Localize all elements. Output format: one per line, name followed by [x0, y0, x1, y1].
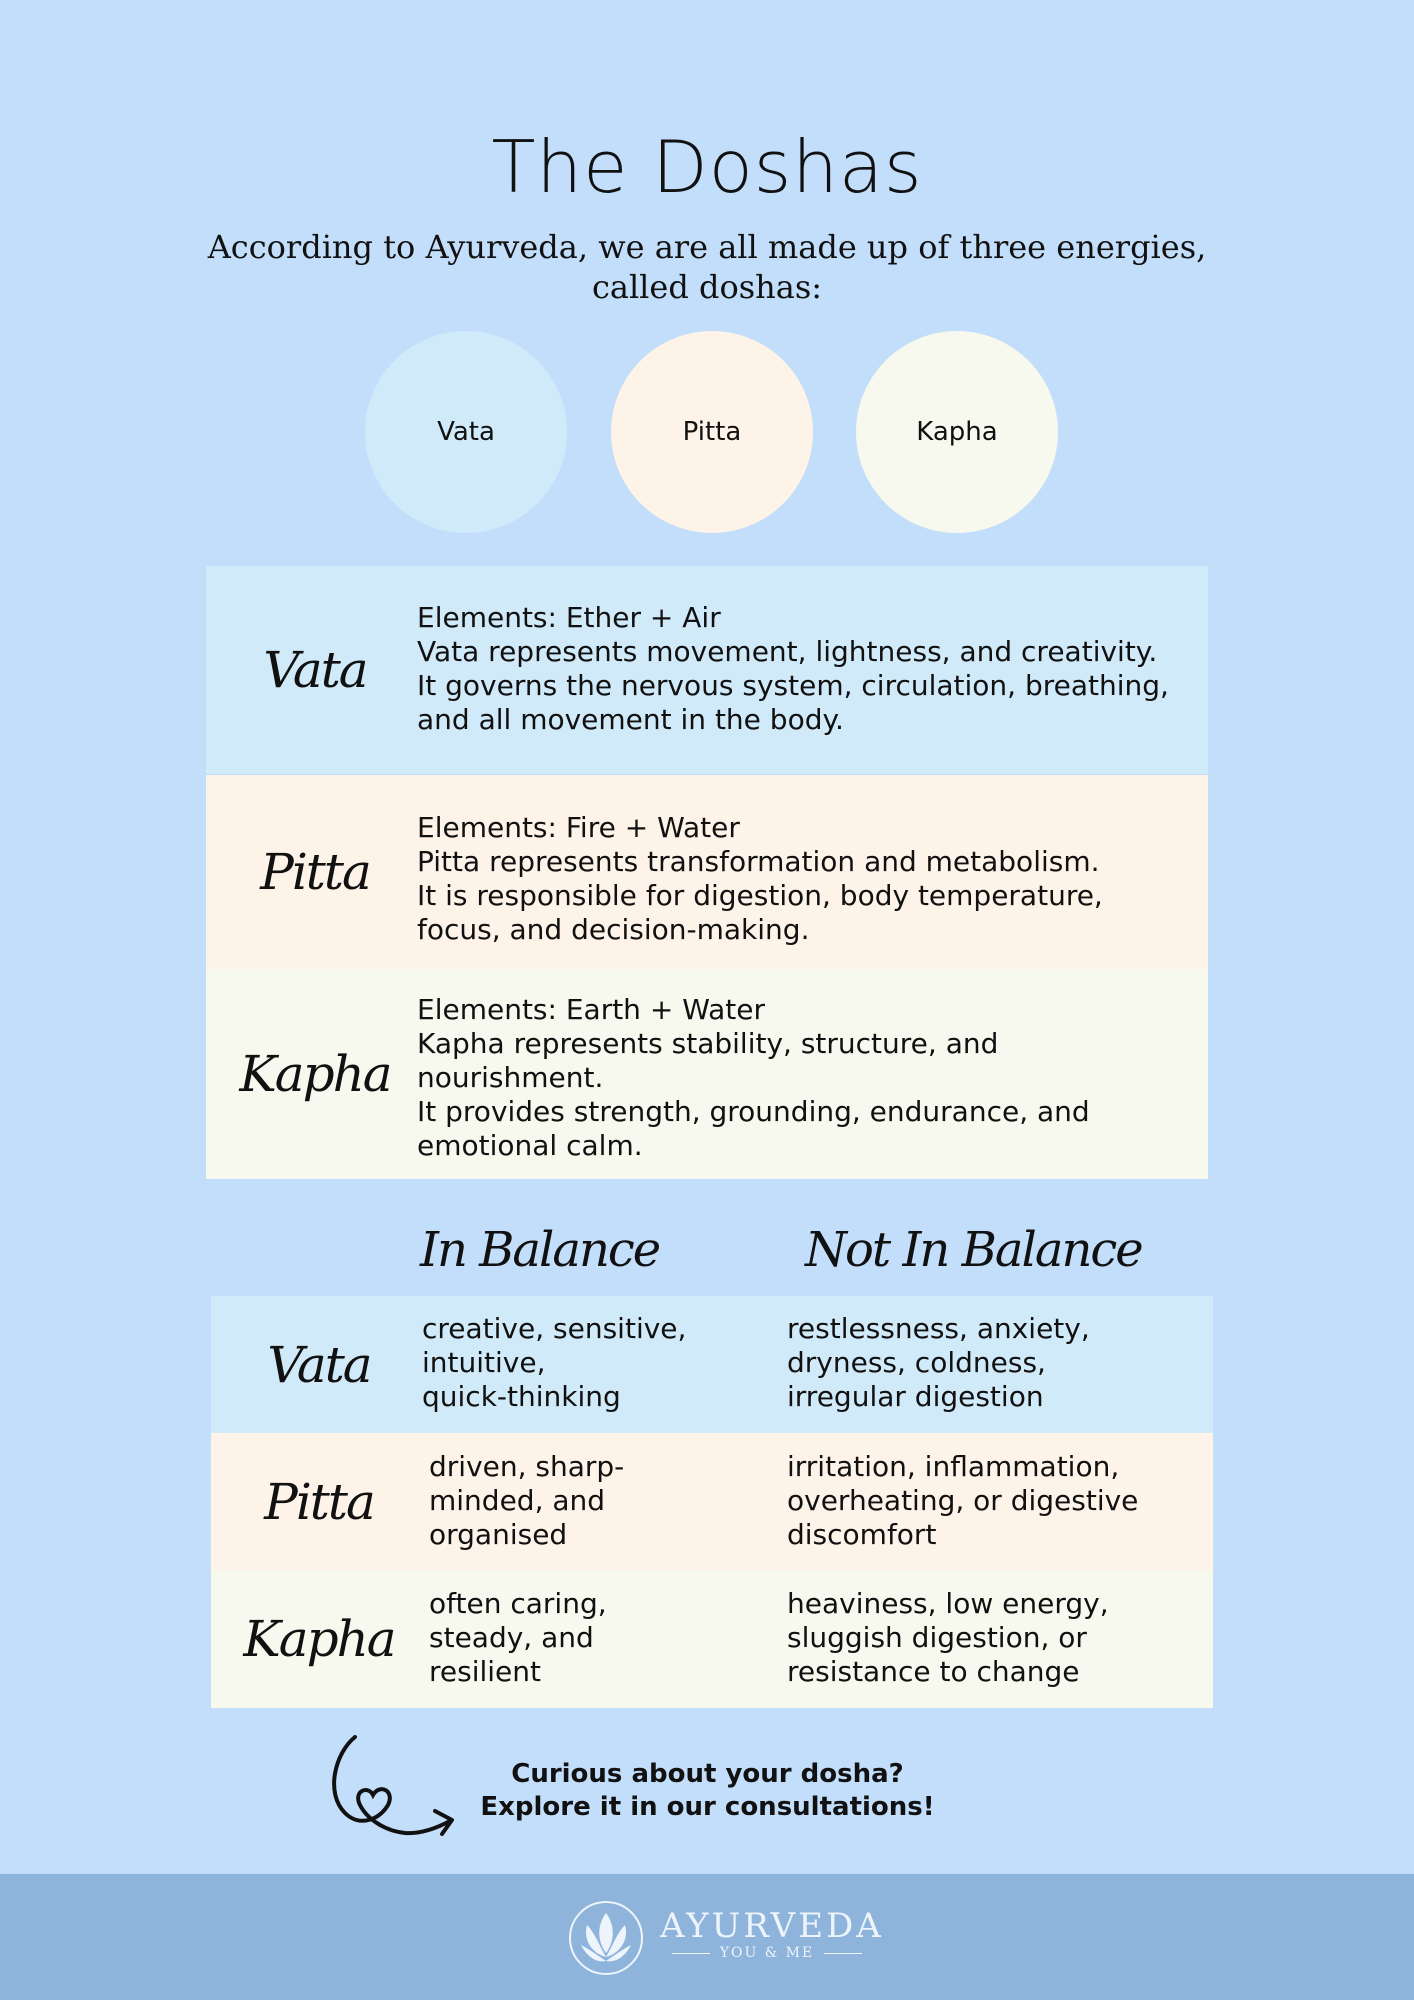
dosha-line: and all movement in the body.: [417, 703, 844, 736]
cell-line: restlessness, anxiety,: [787, 1312, 1090, 1345]
row-dosha-name: Pitta: [264, 1472, 374, 1531]
cell-line: irritation, inflammation,: [787, 1450, 1120, 1483]
cell-line: driven, sharp-: [429, 1450, 625, 1483]
row-dosha-name: Kapha: [243, 1610, 395, 1668]
cell-line: heaviness, low energy,: [787, 1587, 1109, 1620]
dosha-card-kapha: [206, 969, 1208, 1179]
header-in-balance: In Balance: [420, 1222, 660, 1278]
page-subtitle: According to Ayurveda, we are all made up of three energies, called doshas:: [207, 228, 1207, 306]
dosha-card-vata: [206, 566, 1208, 774]
cell-line: dryness, coldness,: [787, 1346, 1046, 1379]
dosha-line: Kapha represents stability, structure, and: [417, 1027, 999, 1060]
row-dosha-name: Vata: [267, 1335, 371, 1394]
in-balance-cell: [429, 1587, 607, 1689]
dosha-line: Pitta represents transformation and metabolism.: [417, 845, 1100, 878]
not-in-balance-cell: [787, 1312, 1090, 1414]
brand-name: AYURVEDA: [660, 1906, 884, 1946]
in-balance-cell: [422, 1312, 686, 1414]
dosha-card-pitta: [206, 775, 1208, 969]
divider: [672, 1953, 710, 1954]
cell-line: irregular digestion: [787, 1380, 1044, 1413]
divider: [824, 1953, 862, 1954]
dosha-line: emotional calm.: [417, 1129, 643, 1162]
dosha-name: Pitta: [260, 843, 370, 901]
cell-line: sluggish digestion, or: [787, 1621, 1087, 1654]
circle-pitta: [611, 331, 813, 533]
dosha-description: [417, 811, 1188, 947]
cell-line: often caring,: [429, 1587, 607, 1620]
cta-line: Curious about your dosha?: [511, 1759, 904, 1789]
cell-line: resilient: [429, 1655, 541, 1688]
balance-row-pitta: [211, 1433, 1213, 1570]
circle-kapha: [856, 331, 1058, 533]
circle-label: Vata: [437, 417, 495, 447]
lotus-logo-icon: [567, 1899, 645, 1977]
cell-line: intuitive,: [422, 1346, 546, 1379]
dosha-name: Kapha: [239, 1045, 391, 1103]
dosha-line: Vata represents movement, lightness, and creativity.: [417, 635, 1158, 668]
cta-line: Explore it in our consultations!: [480, 1792, 935, 1822]
dosha-elements: Elements: Ether + Air: [417, 601, 721, 634]
cell-line: minded, and: [429, 1484, 606, 1517]
cell-line: steady, and: [429, 1621, 594, 1654]
dosha-line: It governs the nervous system, circulation, breathing,: [417, 669, 1169, 702]
in-balance-cell: [429, 1450, 624, 1552]
not-in-balance-cell: [787, 1587, 1109, 1689]
circle-label: Pitta: [682, 417, 742, 447]
dosha-description: [417, 993, 1188, 1163]
dosha-elements: Elements: Fire + Water: [417, 811, 740, 844]
dosha-name: Vata: [263, 641, 367, 699]
cell-line: creative, sensitive,: [422, 1312, 687, 1345]
cell-line: overheating, or digestive: [787, 1484, 1139, 1517]
header-not-in-balance: Not In Balance: [805, 1222, 1142, 1278]
dosha-description: [417, 601, 1188, 737]
cta-text: [440, 1758, 975, 1824]
circle-label: Kapha: [916, 417, 998, 447]
dosha-line: It is responsible for digestion, body temperature,: [417, 879, 1103, 912]
circle-vata: [365, 331, 567, 533]
balance-row-vata: [211, 1296, 1213, 1433]
dosha-line: focus, and decision-making.: [417, 913, 810, 946]
dosha-line: nourishment.: [417, 1061, 604, 1094]
cell-line: discomfort: [787, 1518, 937, 1551]
cell-line: quick-thinking: [422, 1380, 621, 1413]
not-in-balance-cell: [787, 1450, 1138, 1552]
cell-line: resistance to change: [787, 1655, 1080, 1688]
tagline-text: YOU & ME: [719, 1945, 815, 1961]
brand-tagline: [672, 1945, 862, 1961]
page-title: The Doshas: [491, 125, 923, 209]
cell-line: organised: [429, 1518, 568, 1551]
dosha-elements: Elements: Earth + Water: [417, 993, 765, 1026]
balance-row-kapha: [211, 1570, 1213, 1708]
dosha-line: It provides strength, grounding, endurance, and: [417, 1095, 1090, 1128]
